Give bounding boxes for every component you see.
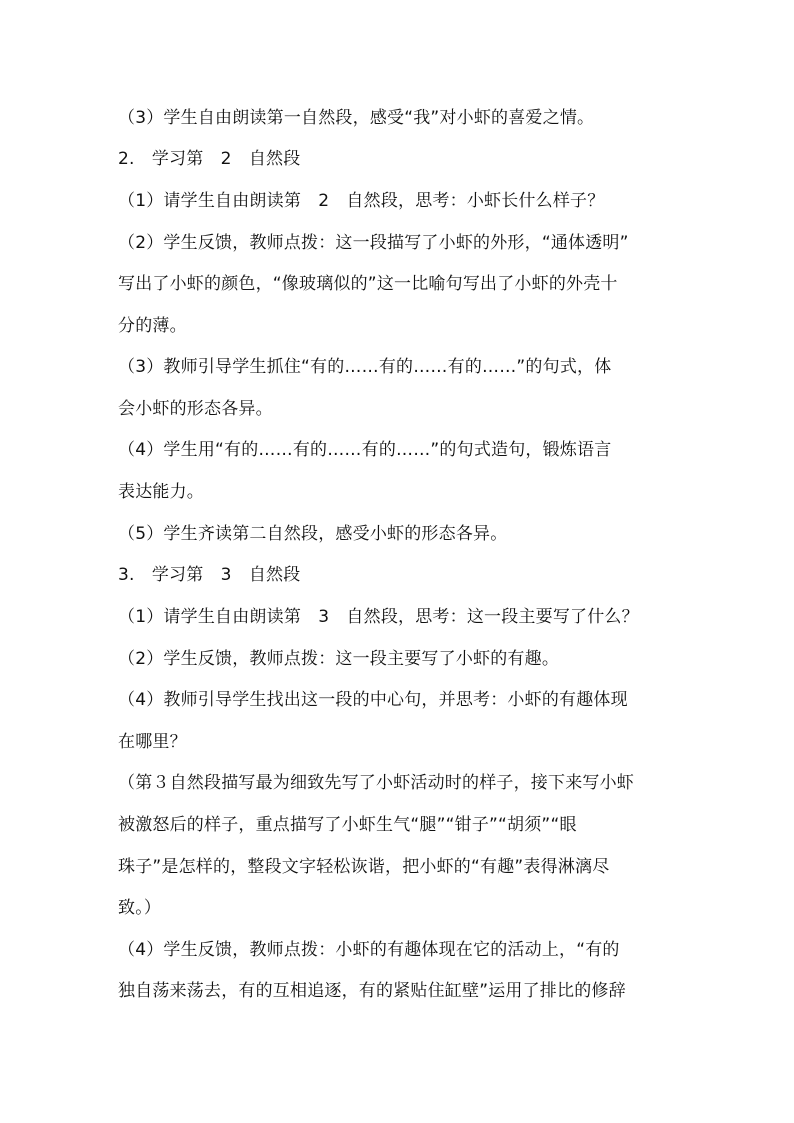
text-line: （5）学生齐读第二自然段，感受小虾的形态各异。	[118, 524, 508, 544]
text-line: 写出了小虾的颜色，“像玻璃似的”这一比喻句写出了小虾的外壳十	[118, 274, 618, 294]
text-line: 表达能力。	[118, 482, 204, 502]
text-line: 珠子”是怎样的，整段文字轻松诙谐，把小虾的“有趣”表得淋漓尽	[118, 857, 610, 877]
text-line: 独自荡来荡去，有的互相追逐，有的紧贴住缸壁”运用了排比的修辞	[118, 981, 626, 1001]
text-line: （1）请学生自由朗读第 2 自然段，思考：小虾长什么样子？	[118, 191, 605, 211]
text-line: （3）学生自由朗读第一自然段，感受“我”对小虾的喜爱之情。	[118, 108, 595, 128]
text-line: （2）学生反馈，教师点拨：这一段主要写了小虾的有趣。	[118, 649, 560, 669]
text-line: （4）学生反馈，教师点拨：小虾的有趣体现在它的活动上，“有的	[118, 940, 620, 960]
section-heading: 3. 学习第 3 自然段	[118, 565, 301, 585]
text-line: 在哪里？	[118, 732, 187, 752]
text-line: （2）学生反馈，教师点拨：这一段描写了小虾的外形，“通体透明”	[118, 233, 629, 253]
text-line: （4）学生用“有的……有的……有的……”的句式造句，锻炼语言	[118, 440, 612, 460]
text-line: （第３自然段描写最为细致先写了小虾活动时的样子，接下来写小虾	[118, 773, 634, 793]
section-heading: 2. 学习第 2 自然段	[118, 149, 301, 169]
text-line: 会小虾的形态各异。	[118, 399, 273, 419]
text-line: （4）教师引导学生找出这一段的中心句，并思考：小虾的有趣体现	[118, 690, 628, 710]
text-line: 被激怒后的样子，重点描写了小虾生气“腿”“钳子”“胡须”“眼	[118, 815, 577, 835]
text-line: 致。）	[118, 898, 162, 918]
text-line: 分的薄。	[118, 316, 187, 336]
text-line: （1）请学生自由朗读第 3 自然段，思考：这一段主要写了什么？	[118, 607, 639, 627]
text-line: （3）教师引导学生抓住“有的……有的……有的……”的句式，体	[118, 357, 612, 377]
